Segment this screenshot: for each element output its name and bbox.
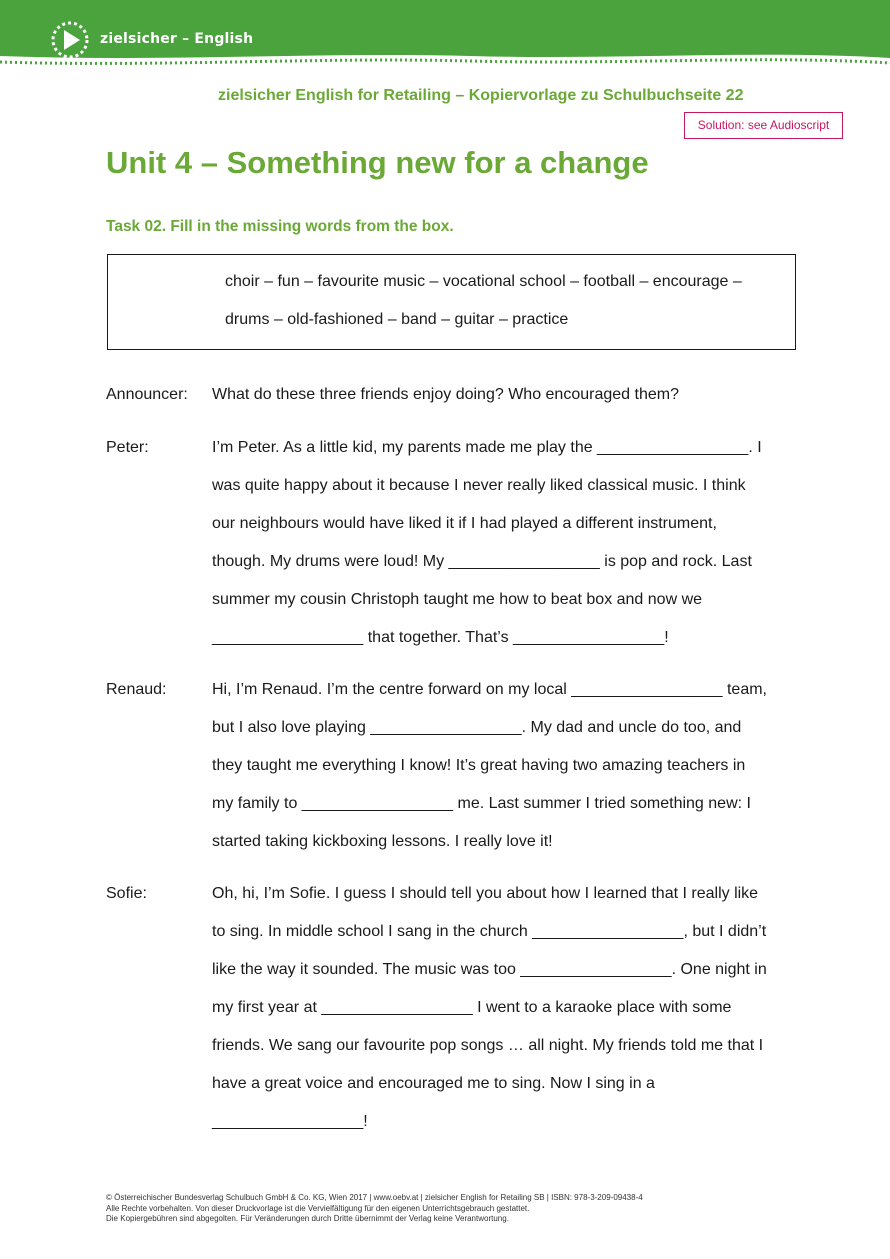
page-subtitle: zielsicher English for Retailing – Kopiervorlage zu Schulbuchseite 22 xyxy=(218,87,744,104)
dialogue-line: though. My drums were loud! My _________________ is pop and rock. Last xyxy=(212,553,752,570)
dialogue-line: but I also love playing _________________. My dad and uncle do too, and xyxy=(212,719,742,736)
word-box-line: choir – fun – favourite music – vocational school – football – encourage – xyxy=(225,273,742,290)
dialogue-line: friends. We sang our favourite pop songs … all night. My friends told me that I xyxy=(212,1037,764,1054)
footer-line: Alle Rechte vorbehalten. Von dieser Druckvorlage ist die Vervielfältigung für den eigenen Unterrichtsgebrauch gestattet. xyxy=(106,1203,530,1213)
dialogue-line: have a great voice and encouraged me to sing. Now I sing in a xyxy=(212,1075,655,1092)
brand-name: zielsicher – English xyxy=(100,31,254,47)
dialogue-line: like the way it sounded. The music was too _________________. One night in xyxy=(212,961,767,978)
footer-copyright xyxy=(106,1193,643,1225)
dialogue-line: to sing. In middle school I sang in the church _________________, but I didn’t xyxy=(212,923,767,940)
dialogue-line: my first year at _________________ I went to a karaoke place with some xyxy=(212,999,732,1016)
dialogue-line: was quite happy about it because I never really liked classical music. I think xyxy=(212,477,746,494)
speaker-peter: Peter: xyxy=(106,439,149,456)
solution-box: Solution: see Audioscript xyxy=(684,112,843,139)
dialogue-line: _________________! xyxy=(212,1113,368,1130)
dialogue-line: _________________ that together. That’s _________________! xyxy=(212,629,669,646)
speaker-sofie: Sofie: xyxy=(106,885,147,902)
footer-line: © Österreichischer Bundesverlag Schulbuch GmbH & Co. KG, Wien 2017 | www.oebv.at | zielsicher English for Retailing SB | ISBN: 978-3-209-09438-4 xyxy=(106,1193,643,1202)
speaker-announcer: Announcer: xyxy=(106,386,188,403)
dialogue-line: our neighbours would have liked it if I had played a different instrument, xyxy=(212,515,717,532)
word-box xyxy=(107,254,796,350)
speaker-renaud: Renaud: xyxy=(106,681,167,698)
dialogue-line: started taking kickboxing lessons. I really love it! xyxy=(212,833,553,850)
unit-title: Unit 4 – Something new for a change xyxy=(106,145,649,180)
dialogue-line: Hi, I’m Renaud. I’m the centre forward on my local _________________ team, xyxy=(212,681,767,698)
dialogue-line: they taught me everything I know! It’s great having two amazing teachers in xyxy=(212,757,746,774)
dialogue-line: I’m Peter. As a little kid, my parents made me play the _________________. I xyxy=(212,439,762,456)
dialogue-line: What do these three friends enjoy doing? Who encouraged them? xyxy=(212,386,679,403)
dialogue-line: summer my cousin Christoph taught me how to beat box and now we xyxy=(212,591,703,608)
dialogue-line: Oh, hi, I’m Sofie. I guess I should tell you about how I learned that I really like xyxy=(212,885,759,902)
task-heading: Task 02. Fill in the missing words from the box. xyxy=(106,218,454,235)
footer-line: Die Kopiergebühren sind abgegolten. Für Veränderungen durch Dritte übernimmt der Verlag keine Verantwortung. xyxy=(106,1214,509,1223)
word-box-line: drums – old-fashioned – band – guitar – practice xyxy=(225,311,569,328)
dialogue-line: my family to _________________ me. Last summer I tried something new: I xyxy=(212,795,751,812)
